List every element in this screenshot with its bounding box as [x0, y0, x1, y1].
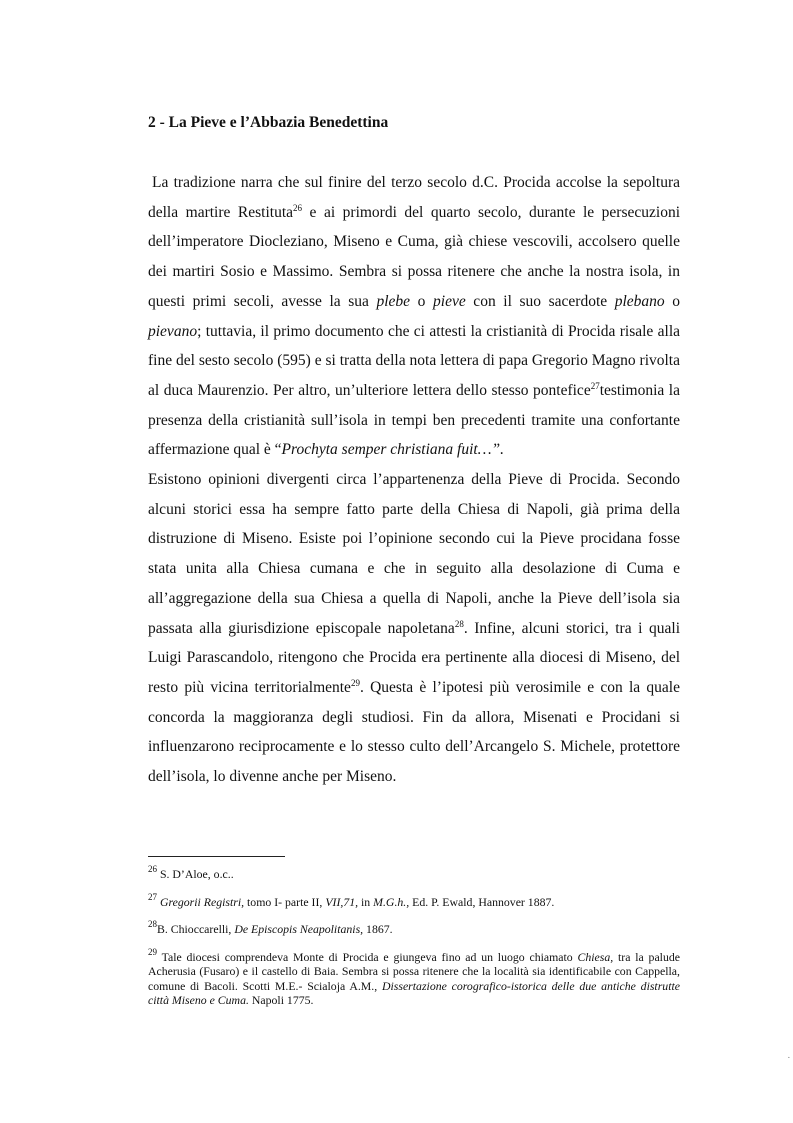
italic-ref: VII,71,: [325, 894, 359, 909]
footnote-text: B. Chioccarelli,: [157, 922, 235, 937]
paragraph-1: [148, 168, 680, 465]
footnote-text: in: [358, 894, 374, 909]
text-run: . Infine, alcuni storici, tra i quali Luigi Parascandolo, ritengono che Procida era pertinente alla diocesi di Miseno, del resto più vicina territorialmente: [148, 619, 680, 696]
footnote-number: 26: [148, 864, 157, 874]
italic-title: De Episcopis Neapolitanis,: [234, 922, 364, 937]
text-run: Esistono opinioni divergenti circa l’appartenenza della Pieve di Procida. Secondo alcuni storici essa ha sempre fatto parte della Chiesa di Napoli, già prima della distruzione di Miseno. Esiste poi l’opinione secondo cui la Pieve procidana fosse stata unita alla Chiesa cumana e che in seguito alla desolazione di Cuma e all’aggregazione della sua Chiesa a quella di Napoli, anche la Pieve dell’isola sia passata alla giurisdizione episcopale napoletana: [148, 471, 680, 637]
footnote-ref-27[interactable]: 27: [590, 380, 600, 391]
footnote-number: 29: [148, 947, 157, 958]
footnote-27: [148, 891, 680, 909]
italic-term: plebano: [614, 292, 665, 310]
text-run: ; tuttavia, il primo documento che ci attesti la cristianità di Procida risale alla fine del sesto secolo (595) e si tratta della nota lettera di papa Gregorio Magno rivolta al duca Maurenzio. Per altro, un’ulteriore lettera dello stesso pontefice: [148, 322, 680, 399]
text-run: o: [410, 292, 434, 310]
footnote-separator: [148, 856, 285, 857]
footnote-28: [148, 919, 680, 937]
footnotes: [148, 864, 680, 1007]
italic-term: pieve: [433, 292, 466, 310]
text-run: o: [664, 292, 681, 310]
footnote-text: S. D’Aloe, o.c..: [157, 867, 234, 881]
section-heading: 2 - La Pieve e l’Abbazia Benedettina: [148, 114, 389, 131]
footnote-26: [148, 864, 680, 881]
footnote-text: Napoli 1775.: [248, 992, 314, 1007]
text-run: La tradizione narra che sul finire del terzo secolo d.C. Procida accolse la sepoltura della martire Restituta: [148, 174, 680, 221]
footnote-29: [148, 947, 680, 1007]
paragraph-2: [148, 465, 680, 792]
italic-title: Gregorii Registri,: [159, 894, 245, 909]
italic-term: Chiesa,: [577, 950, 614, 965]
text-run: testimonia la presenza della cristianità sull’isola in tempi ben precedenti tramite una confortante affermazione qual è “: [148, 381, 680, 459]
italic-ref: M.G.h.,: [373, 894, 410, 909]
text-run: . Questa è l’ipotesi più verosimile e con la quale concorda la maggioranza degli studiosi. Fin da allora, Misenati e Procidani si influenzarono reciprocamente e lo stesso culto dell’Arcangelo S. Michele, protettore dell’isola, lo divenne anche per Miseno.: [148, 678, 680, 786]
text-run: con il suo sacerdote: [465, 292, 615, 310]
italic-term: pievano: [148, 322, 198, 340]
footnote-ref-26[interactable]: 26: [293, 202, 303, 213]
footnote-text: tomo I- parte II,: [244, 894, 326, 909]
page-edge-mark: .: [787, 1050, 790, 1060]
footnote-ref-28[interactable]: 28: [454, 618, 464, 629]
footnote-text: Tale diocesi comprendeva Monte di Procida e giungeva fino ad un luogo chiamato: [157, 950, 578, 965]
footnote-text: Ed. P. Ewald, Hannover 1887.: [409, 894, 555, 909]
italic-term: plebe: [376, 292, 411, 310]
footnote-number: 28: [148, 919, 157, 930]
footnote-text: tra la palude Acherusia (Fusaro) e il castello di Baia. Sembra si possa ritenere che la località sia identificabile con Cappella, comune di Bacoli. Scotti M.E.- Scialoja A.M.,: [148, 950, 680, 993]
body-text: [148, 168, 680, 792]
italic-title: Dissertazione corografico-istorica delle due antiche distrutte città Miseno e Cuma.: [148, 978, 680, 1007]
footnote-text: 1867.: [363, 922, 393, 937]
text-run: e ai primordi del quarto secolo, durante le persecuzioni dell’imperatore Diocleziano, Miseno e Cuma, già chiese vescovili, accolsero quelle dei martiri Sosio e Massimo. Sembra si possa ritenere che anche la nostra isola, in questi primi secoli, avesse la sua: [148, 203, 681, 310]
footnote-number: 27: [148, 891, 157, 902]
italic-quote: Prochyta semper christiana fuit…”.: [281, 441, 504, 459]
footnote-ref-29[interactable]: 29: [350, 677, 360, 688]
